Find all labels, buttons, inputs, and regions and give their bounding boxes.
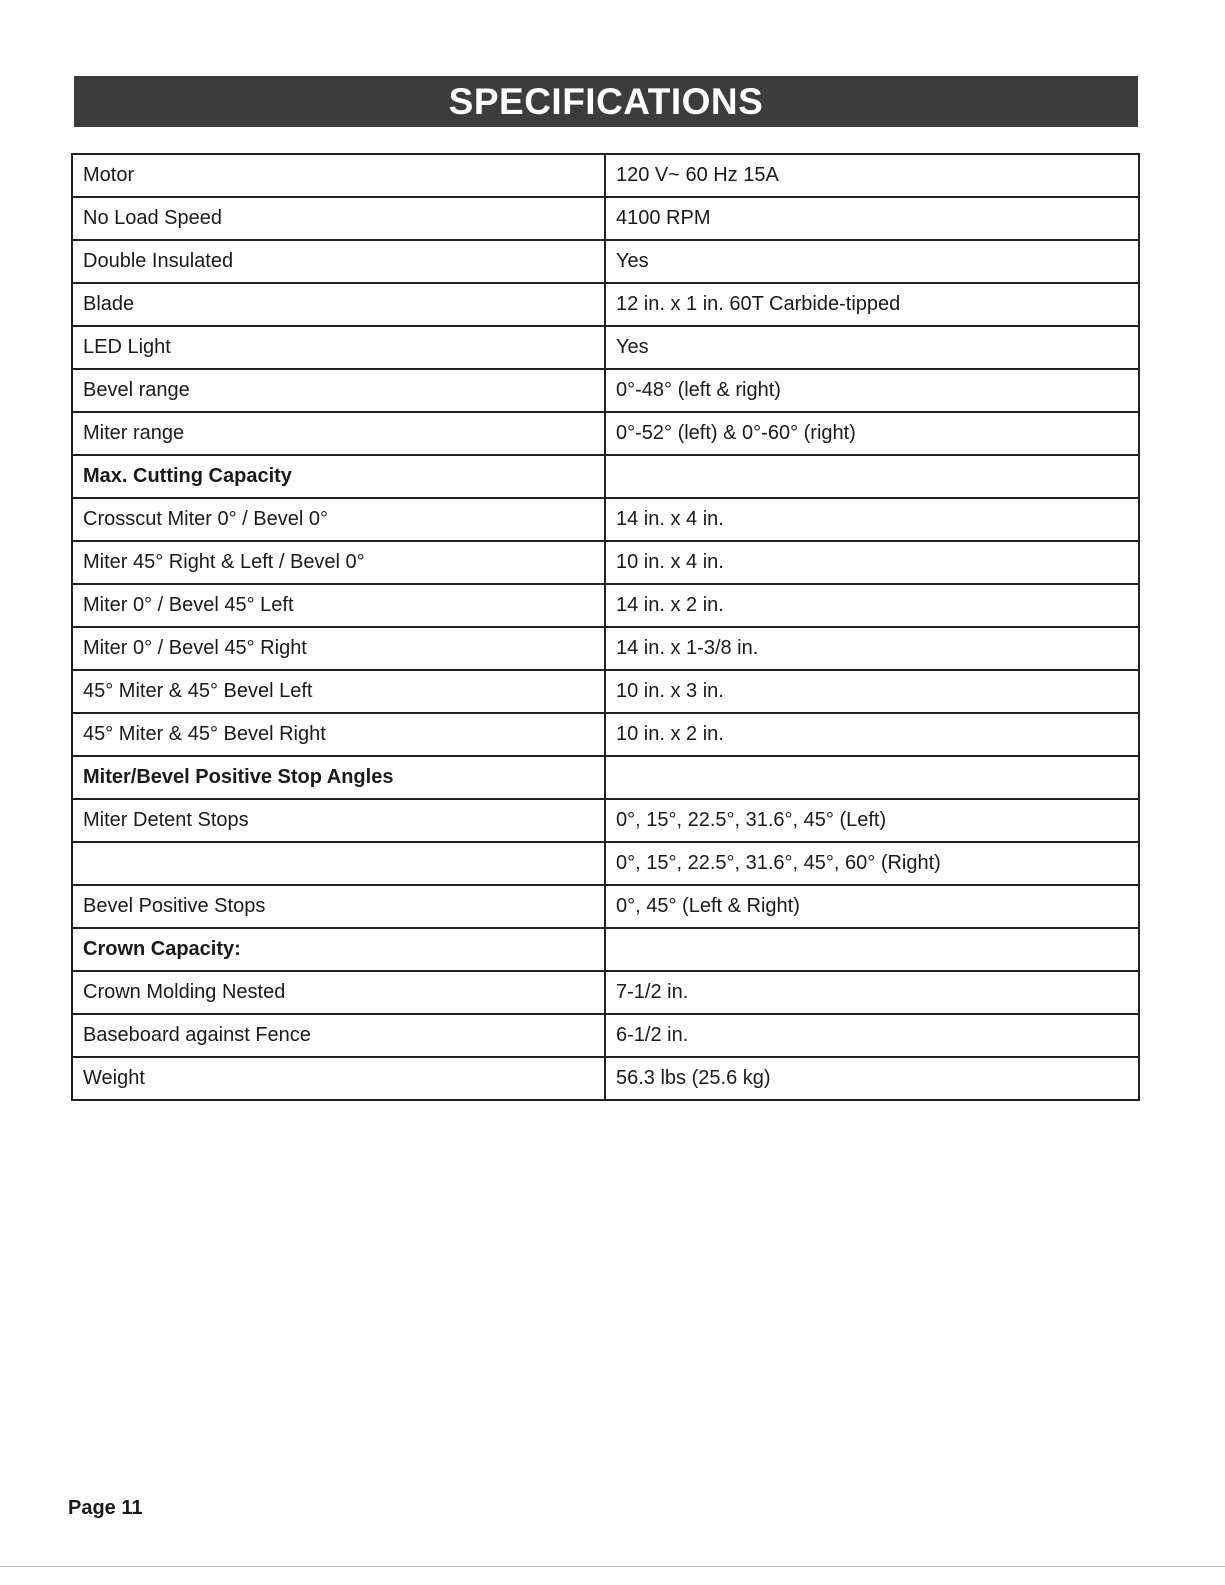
spec-value: 120 V~ 60 Hz 15A bbox=[605, 154, 1139, 197]
spec-value: 12 in. x 1 in. 60T Carbide-tipped bbox=[605, 283, 1139, 326]
spec-value: Yes bbox=[605, 240, 1139, 283]
spec-label: Weight bbox=[72, 1057, 605, 1100]
spec-row bbox=[72, 197, 1139, 240]
spec-value: 0°-48° (left & right) bbox=[605, 369, 1139, 412]
spec-row bbox=[72, 842, 1139, 885]
spec-value: 10 in. x 3 in. bbox=[605, 670, 1139, 713]
spec-row bbox=[72, 154, 1139, 197]
spec-row bbox=[72, 1057, 1139, 1100]
spec-row bbox=[72, 240, 1139, 283]
spec-row bbox=[72, 498, 1139, 541]
section-header-label: Miter/Bevel Positive Stop Angles bbox=[72, 756, 605, 799]
spec-label: Bevel Positive Stops bbox=[72, 885, 605, 928]
spec-label: Double Insulated bbox=[72, 240, 605, 283]
spec-label bbox=[72, 842, 605, 885]
spec-value: Yes bbox=[605, 326, 1139, 369]
spec-label: Miter range bbox=[72, 412, 605, 455]
spec-value: 10 in. x 4 in. bbox=[605, 541, 1139, 584]
spec-value: 4100 RPM bbox=[605, 197, 1139, 240]
spec-row bbox=[72, 326, 1139, 369]
spec-row bbox=[72, 412, 1139, 455]
spec-row bbox=[72, 799, 1139, 842]
specifications-table-body bbox=[72, 154, 1139, 1100]
spec-label: Bevel range bbox=[72, 369, 605, 412]
spec-label: Miter 45° Right & Left / Bevel 0° bbox=[72, 541, 605, 584]
spec-row bbox=[72, 885, 1139, 928]
section-header-row bbox=[72, 756, 1139, 799]
page-number: Page 11 bbox=[68, 1497, 143, 1519]
spec-value: 0°, 15°, 22.5°, 31.6°, 45°, 60° (Right) bbox=[605, 842, 1139, 885]
spec-row bbox=[72, 1014, 1139, 1057]
spec-row bbox=[72, 670, 1139, 713]
spec-value: 0°-52° (left) & 0°-60° (right) bbox=[605, 412, 1139, 455]
spec-label: 45° Miter & 45° Bevel Left bbox=[72, 670, 605, 713]
spec-label: Crosscut Miter 0° / Bevel 0° bbox=[72, 498, 605, 541]
spec-value bbox=[605, 756, 1139, 799]
spec-label: Crown Molding Nested bbox=[72, 971, 605, 1014]
spec-label: No Load Speed bbox=[72, 197, 605, 240]
spec-row bbox=[72, 971, 1139, 1014]
specifications-table bbox=[71, 153, 1140, 1101]
spec-row bbox=[72, 584, 1139, 627]
spec-value: 0°, 45° (Left & Right) bbox=[605, 885, 1139, 928]
spec-label: Baseboard against Fence bbox=[72, 1014, 605, 1057]
section-header-label: Crown Capacity: bbox=[72, 928, 605, 971]
spec-label: LED Light bbox=[72, 326, 605, 369]
spec-value: 56.3 lbs (25.6 kg) bbox=[605, 1057, 1139, 1100]
section-header-row bbox=[72, 928, 1139, 971]
spec-row bbox=[72, 627, 1139, 670]
spec-label: 45° Miter & 45° Bevel Right bbox=[72, 713, 605, 756]
spec-value: 6-1/2 in. bbox=[605, 1014, 1139, 1057]
spec-value: 14 in. x 4 in. bbox=[605, 498, 1139, 541]
spec-value: 0°, 15°, 22.5°, 31.6°, 45° (Left) bbox=[605, 799, 1139, 842]
spec-value: 7-1/2 in. bbox=[605, 971, 1139, 1014]
title-banner bbox=[74, 76, 1138, 127]
section-header-label: Max. Cutting Capacity bbox=[72, 455, 605, 498]
spec-label: Miter 0° / Bevel 45° Left bbox=[72, 584, 605, 627]
page-bottom-rule bbox=[0, 1566, 1225, 1567]
page-title: SPECIFICATIONS bbox=[448, 80, 764, 122]
spec-value: 10 in. x 2 in. bbox=[605, 713, 1139, 756]
spec-row bbox=[72, 541, 1139, 584]
spec-row bbox=[72, 369, 1139, 412]
spec-value bbox=[605, 455, 1139, 498]
spec-value: 14 in. x 2 in. bbox=[605, 584, 1139, 627]
spec-label: Miter Detent Stops bbox=[72, 799, 605, 842]
section-header-row bbox=[72, 455, 1139, 498]
spec-value bbox=[605, 928, 1139, 971]
spec-label: Motor bbox=[72, 154, 605, 197]
spec-value: 14 in. x 1-3/8 in. bbox=[605, 627, 1139, 670]
spec-label: Blade bbox=[72, 283, 605, 326]
spec-row bbox=[72, 713, 1139, 756]
spec-label: Miter 0° / Bevel 45° Right bbox=[72, 627, 605, 670]
spec-row bbox=[72, 283, 1139, 326]
